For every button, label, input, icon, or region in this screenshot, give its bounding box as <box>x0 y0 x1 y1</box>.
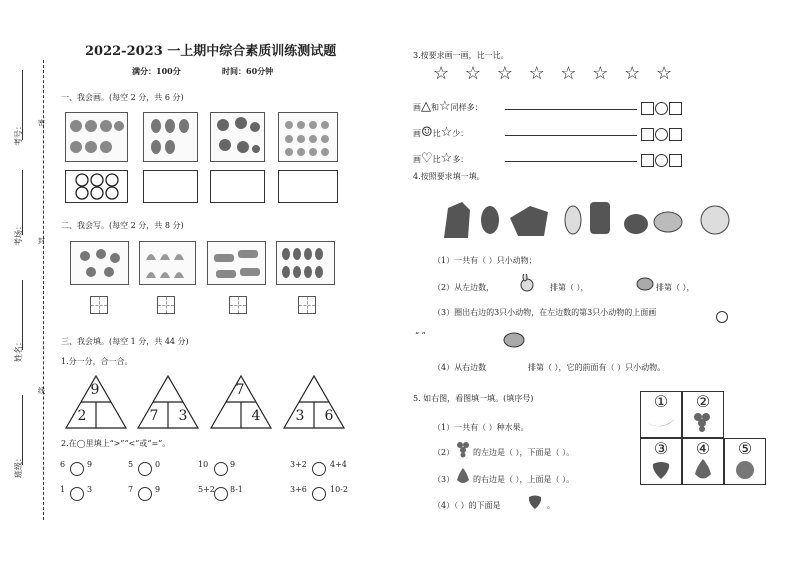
draw-box[interactable] <box>278 170 338 203</box>
triangle-right-number: 3 <box>178 408 188 424</box>
q4-line-4: （4）从右边数 <box>433 363 487 372</box>
section1-heading: 一、我会画。(每空 2 分，共 6 分) <box>61 93 184 102</box>
writing-grid[interactable] <box>90 296 108 314</box>
q5-line-4: （4）（ ）的下面是 <box>433 501 501 510</box>
fruit-cell-4 <box>682 438 724 485</box>
q4-line-2c: 排第（ ）， <box>656 283 695 292</box>
q5-prefix-2: （2） <box>433 448 455 457</box>
q3-shape: ♡ <box>421 151 433 166</box>
compare-circle[interactable] <box>312 483 326 502</box>
answer-boxes[interactable] <box>640 150 682 169</box>
q5-line-2: 的左边是（ ），下面是（ ）。 <box>473 448 575 457</box>
section2-heading: 二、我会写。(每空 2 分，共 8 分) <box>61 221 184 230</box>
q1-text: 1.分一分，合一合。 <box>61 357 133 366</box>
fruit-number: ③ <box>653 439 669 458</box>
writing-grid[interactable] <box>298 296 316 314</box>
mushroom-picture <box>65 112 128 162</box>
q3-prefix: 画 <box>413 155 421 164</box>
car-picture <box>207 241 266 285</box>
answer-line[interactable] <box>505 135 637 136</box>
full-score: 满分：100分 <box>132 66 181 76</box>
seal-char: 密 <box>38 119 45 127</box>
compare-right: 9 <box>87 460 93 469</box>
q3-suffix: 少： <box>452 129 469 138</box>
q3-prefix: 画 <box>413 103 421 112</box>
compare-circle[interactable] <box>138 458 152 477</box>
sheep-icon <box>636 276 654 290</box>
sheep-icon <box>503 331 525 349</box>
side-name-label: 姓名： <box>14 338 23 362</box>
answer-boxes[interactable] <box>640 98 682 117</box>
mushroom-cluster-picture <box>210 112 265 162</box>
fruit-number: ② <box>695 392 711 411</box>
compare-right: 9 <box>230 460 236 469</box>
stars-row: ☆ ☆ ☆ ☆ ☆ ☆ ☆ ☆ <box>433 63 678 84</box>
six-circles-box <box>65 170 128 203</box>
triangle-left-number: 2 <box>77 408 87 424</box>
triangle-left-number: 3 <box>295 408 305 424</box>
fruit-number: ① <box>653 392 669 411</box>
fruit-cell-5 <box>724 438 766 485</box>
star-icon: ☆ <box>440 125 453 140</box>
q3-mid: 比 <box>432 155 441 164</box>
compare-left: 5+2 <box>198 485 215 494</box>
answer-line[interactable] <box>505 161 637 162</box>
fruit-number: ④ <box>695 439 711 458</box>
pear-icon <box>455 466 471 486</box>
number-triangle <box>281 374 347 430</box>
q3-suffix: 多： <box>452 155 469 164</box>
writing-grid[interactable] <box>229 296 247 314</box>
triangle-right-number: 4 <box>251 408 261 424</box>
strawberry-picture <box>70 241 129 285</box>
compare-right: 4+4 <box>330 460 347 469</box>
q3-prefix: 画 <box>413 129 421 138</box>
fruit-cell-3 <box>640 438 682 485</box>
fruit-cell-1 <box>640 391 682 438</box>
star-icon: ☆ <box>439 99 451 114</box>
star-icon: ☆ <box>440 151 453 166</box>
compare-circle[interactable] <box>70 483 84 502</box>
compare-circle[interactable] <box>214 483 228 502</box>
draw-circle-icon <box>716 306 728 325</box>
draw-box[interactable] <box>210 170 265 203</box>
seal-char: 线 <box>38 387 45 395</box>
compare-left: 3+6 <box>290 485 307 494</box>
triangle-left-number: 7 <box>149 408 159 424</box>
compare-right: 3 <box>87 485 93 494</box>
q3-row <box>413 151 468 166</box>
answer-line[interactable] <box>505 109 637 110</box>
q4-line-2: （2）从左边数， <box>433 283 495 292</box>
compare-left: 1 <box>60 485 66 494</box>
compare-right: 10-2 <box>330 485 348 494</box>
q5-line-1: （1）一共有（ ）种水果。 <box>433 423 529 432</box>
triangle-top-number: 7 <box>235 382 245 398</box>
side-name-line <box>22 280 23 350</box>
q5-prefix-3: （3） <box>433 475 455 484</box>
side-room-line <box>22 170 23 235</box>
q4-line-1: （1）一共有（ ）只小动物； <box>433 256 537 265</box>
q4-line-3b: “ ” <box>415 331 426 340</box>
grape-icon <box>455 440 471 458</box>
fruit-cell-2 <box>682 391 724 438</box>
q3-row <box>413 125 468 140</box>
side-id-label: 考号： <box>14 122 23 146</box>
pepper-picture <box>276 241 335 285</box>
compare-left: 7 <box>128 485 134 494</box>
side-class-line <box>22 395 23 465</box>
bell-picture <box>139 241 196 285</box>
seal-char: 封 <box>38 237 45 245</box>
q3-mid: 和 <box>431 103 439 112</box>
answer-boxes[interactable] <box>640 124 682 143</box>
side-room-label: 考场： <box>14 222 23 246</box>
number-triangle <box>135 374 201 430</box>
compare-left: 6 <box>60 460 66 469</box>
number-triangle <box>208 374 274 430</box>
q3-shape: △ <box>421 99 431 114</box>
side-class-label: 班级： <box>14 454 23 478</box>
compare-circle[interactable] <box>138 483 152 502</box>
compare-left: 3+2 <box>290 460 307 469</box>
section3-heading: 三、我会填。(每空 1 分，共 44 分) <box>61 337 189 346</box>
q3-row <box>413 99 483 114</box>
compare-right: 0 <box>155 460 161 469</box>
compare-circle[interactable] <box>312 458 326 477</box>
q2-text: 2.在◯里填上“>”“<”或“=”。 <box>61 439 171 448</box>
time-limit: 时间：60分钟 <box>222 66 274 76</box>
fruit-number: ⑤ <box>737 439 753 458</box>
q5-line-4b: 。 <box>547 501 555 510</box>
q3-suffix: 同样多： <box>450 103 483 112</box>
animal-row-picture <box>440 188 740 243</box>
q5-line-3: 的右边是（ ），上面是（ ）。 <box>473 475 575 484</box>
triangle-top-number: 9 <box>90 382 100 398</box>
eggplant-picture <box>143 112 198 162</box>
page-title: 2022-2023 一上期中综合素质训练测试题 <box>85 44 337 59</box>
writing-grid[interactable] <box>157 296 175 314</box>
q3-shape: ☺ <box>421 125 433 140</box>
strawberry-icon <box>527 492 543 510</box>
q3-mid: 比 <box>432 129 441 138</box>
side-id-line <box>22 70 23 140</box>
compare-right: 9 <box>155 485 161 494</box>
triangle-right-number: 6 <box>324 408 334 424</box>
q4-line-2b: 排第（ ）， <box>550 283 589 292</box>
number-triangle <box>63 374 129 430</box>
beads-picture <box>278 112 338 162</box>
compare-circle[interactable] <box>214 458 228 477</box>
compare-circle[interactable] <box>70 458 84 477</box>
compare-left: 5 <box>128 460 134 469</box>
q4-line-3: （3）圈出右边的3只小动物，在左边数的第3只小动物的上面画 <box>433 308 657 317</box>
q4-line-4b: 排第（ ），它的前面有（ ）只小动物。 <box>528 363 666 372</box>
compare-left: 10 <box>198 460 209 469</box>
q5-text: 5. 如右图，看图填一填。(填序号) <box>413 394 534 403</box>
q4-text: 4.按照要求填一填。 <box>413 172 485 181</box>
q3-text: 3.按要求画一画，比一比。 <box>413 51 509 60</box>
rabbit-icon <box>518 274 536 292</box>
compare-right: 8-1 <box>230 485 243 494</box>
draw-box[interactable] <box>143 170 198 203</box>
binding-line <box>43 60 44 520</box>
